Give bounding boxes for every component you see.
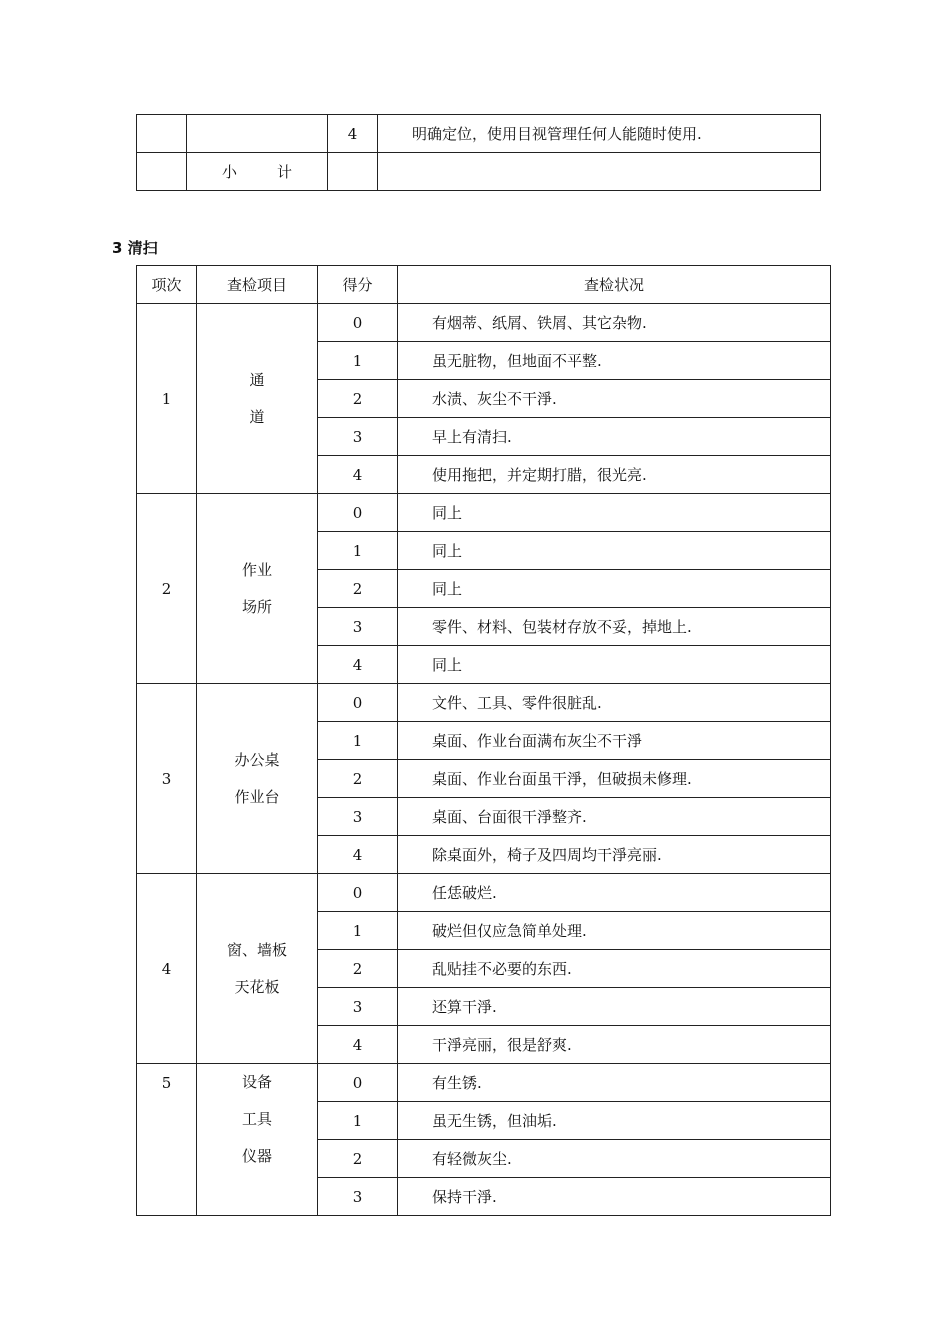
- score-cell: 4: [328, 115, 378, 153]
- header-score: 得分: [318, 266, 398, 304]
- status-cell: 早上有清扫.: [398, 418, 831, 456]
- status-cell: 保持干淨.: [398, 1178, 831, 1216]
- status-cell: 乱贴挂不必要的东西.: [398, 950, 831, 988]
- score-cell: 0: [318, 684, 398, 722]
- item-label-line: 设备: [241, 1073, 272, 1091]
- item-label-line: 作业台: [234, 787, 280, 806]
- status-cell: 使用拖把，并定期打腊，很光亮.: [398, 456, 831, 494]
- score-cell: 3: [318, 608, 398, 646]
- status-cell: 水渍、灰尘不干淨.: [398, 380, 831, 418]
- status-cell: 干淨亮丽，很是舒爽.: [398, 1026, 831, 1064]
- table-row: [137, 115, 821, 153]
- score-cell: 1: [318, 1102, 398, 1140]
- subtotal-row: [137, 153, 821, 191]
- status-cell: 桌面、作业台面虽干淨，但破损未修理.: [398, 760, 831, 798]
- score-cell: 3: [318, 798, 398, 836]
- status-cell: 虽无脏物，但地面不平整.: [398, 342, 831, 380]
- score-cell: 0: [318, 304, 398, 342]
- item-label-line: 天花板: [234, 977, 280, 996]
- status-cell: 同上: [398, 532, 831, 570]
- item-no-cell: 4: [137, 874, 197, 1064]
- score-cell: 2: [318, 1140, 398, 1178]
- status-cell: 明确定位，使用目视管理任何人能随时使用.: [378, 115, 821, 153]
- item-no-cell: [137, 115, 187, 153]
- item-no-cell: [137, 153, 187, 191]
- previous-section-table: [136, 114, 821, 191]
- table-row: [137, 874, 831, 912]
- status-cell: 还算干淨.: [398, 988, 831, 1026]
- item-no-cell: 5: [137, 1064, 197, 1216]
- status-cell: 有烟蒂、纸屑、铁屑、其它杂物.: [398, 304, 831, 342]
- score-cell: 0: [318, 1064, 398, 1102]
- cleaning-checklist-table: [136, 265, 831, 1216]
- item-label-line: 工具: [241, 1110, 272, 1128]
- item-no-cell: 3: [137, 684, 197, 874]
- status-cell: 有生锈.: [398, 1064, 831, 1102]
- table-row: [137, 684, 831, 722]
- status-cell: 桌面、作业台面满布灰尘不干淨: [398, 722, 831, 760]
- score-cell: 0: [318, 874, 398, 912]
- table-row: [137, 494, 831, 532]
- item-cell: [197, 874, 318, 1064]
- item-label-line: 仪器: [241, 1147, 272, 1165]
- score-cell: 2: [318, 380, 398, 418]
- score-cell: 2: [318, 760, 398, 798]
- header-item: 查检项目: [197, 266, 318, 304]
- score-cell: 1: [318, 532, 398, 570]
- item-label-line: 道: [249, 407, 265, 426]
- score-cell: 1: [318, 912, 398, 950]
- score-cell: 4: [318, 836, 398, 874]
- item-label-line: 通: [249, 370, 265, 389]
- item-label-line: 场所: [241, 597, 272, 616]
- status-cell: 除桌面外，椅子及四周均干淨亮丽.: [398, 836, 831, 874]
- item-cell: [197, 684, 318, 874]
- item-no-cell: 1: [137, 304, 197, 494]
- status-cell: 同上: [398, 570, 831, 608]
- header-item-no: 项次: [137, 266, 197, 304]
- status-cell: 同上: [398, 646, 831, 684]
- table-row: [137, 1064, 831, 1102]
- section-title: 清扫: [127, 239, 158, 257]
- item-cell: [197, 304, 318, 494]
- table-row: [137, 304, 831, 342]
- status-cell: 任恁破烂.: [398, 874, 831, 912]
- section-number: 3: [112, 239, 123, 257]
- subtotal-label: 小 计: [187, 153, 328, 191]
- status-cell: 零件、材料、包装材存放不妥，掉地上.: [398, 608, 831, 646]
- score-cell: [328, 153, 378, 191]
- item-label-line: 办公桌: [234, 750, 280, 769]
- score-cell: 0: [318, 494, 398, 532]
- status-cell: 桌面、台面很干淨整齐.: [398, 798, 831, 836]
- item-no-cell: 2: [137, 494, 197, 684]
- score-cell: 3: [318, 988, 398, 1026]
- score-cell: 4: [318, 456, 398, 494]
- score-cell: 4: [318, 646, 398, 684]
- status-cell: 有轻微灰尘.: [398, 1140, 831, 1178]
- score-cell: 3: [318, 418, 398, 456]
- score-cell: 3: [318, 1178, 398, 1216]
- item-label-line: 窗、墙板: [226, 940, 287, 959]
- header-row: [137, 266, 831, 304]
- score-cell: 2: [318, 950, 398, 988]
- status-cell: 破烂但仅应急简单处理.: [398, 912, 831, 950]
- status-cell: 虽无生锈，但油垢.: [398, 1102, 831, 1140]
- item-cell: [187, 115, 328, 153]
- score-cell: 1: [318, 342, 398, 380]
- status-cell: 文件、工具、零件很脏乱.: [398, 684, 831, 722]
- section-heading: [112, 237, 158, 258]
- score-cell: 1: [318, 722, 398, 760]
- item-cell: [197, 1064, 318, 1216]
- status-cell: 同上: [398, 494, 831, 532]
- item-cell: [197, 494, 318, 684]
- item-label-line: 作业: [241, 560, 272, 579]
- score-cell: 2: [318, 570, 398, 608]
- status-cell: [378, 153, 821, 191]
- header-status: 查检状况: [398, 266, 831, 304]
- score-cell: 4: [318, 1026, 398, 1064]
